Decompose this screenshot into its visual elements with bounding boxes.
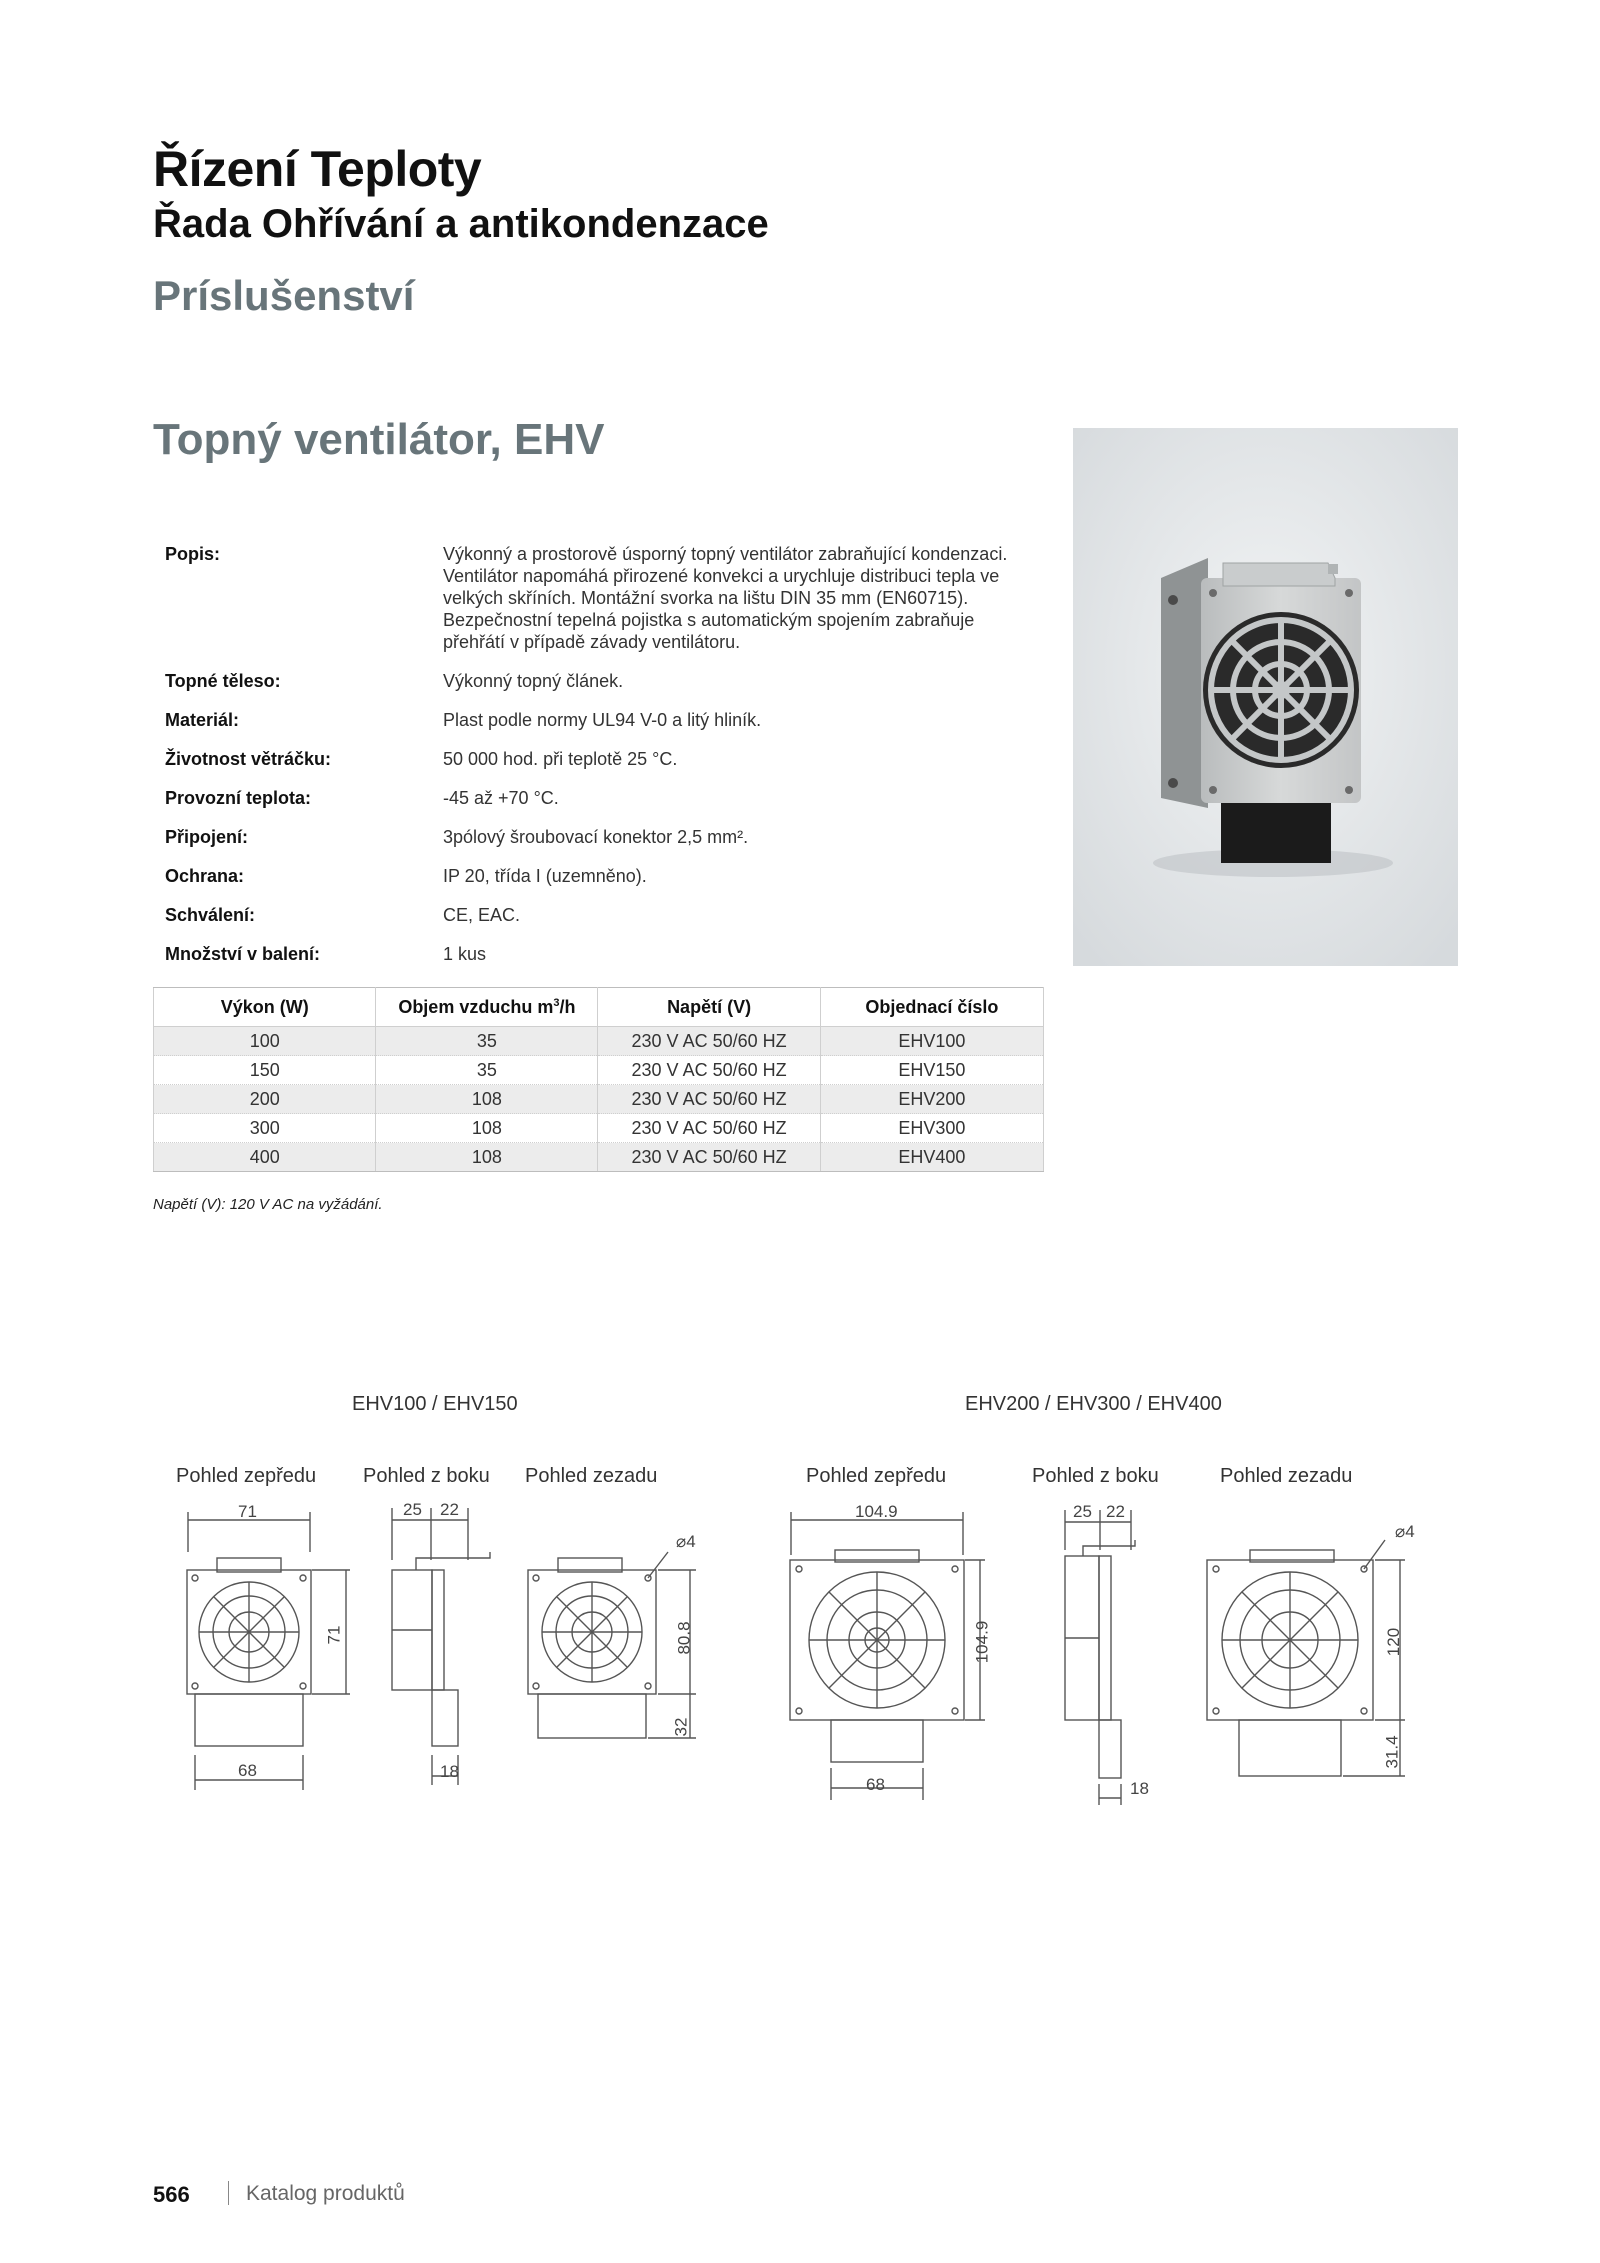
table-row [154, 1056, 1044, 1085]
spec-value: Plast podle normy UL94 V-0 a litý hliník. [443, 710, 762, 730]
view-label-rear: Pohled zezadu [1220, 1465, 1353, 1487]
column-header: Objem vzduchu $m^3/h$ [376, 988, 598, 1027]
dim-rear-height: 80.8 [674, 1621, 694, 1655]
spec-row-fan-life [153, 748, 1043, 770]
view-label-front: Pohled zepředu [176, 1465, 317, 1487]
table-cell: 35 [376, 1056, 598, 1085]
product-photo [1073, 428, 1458, 966]
dim-front-width: 71 [238, 1502, 257, 1521]
table-cell: 230 V AC 50/60 HZ [598, 1085, 820, 1114]
spec-value: Výkonný topný článek. [443, 671, 624, 691]
product-title: Topný ventilátor, EHV [153, 415, 605, 464]
column-header: Napětí (V) [598, 988, 820, 1027]
table-header-row [154, 988, 1044, 1027]
dim-base-width: 68 [866, 1775, 885, 1794]
footer-divider [228, 2181, 229, 2205]
spec-row-operating-temp [153, 787, 1043, 809]
spec-label: Popis: [165, 544, 221, 564]
spec-label: Provozní teplota: [165, 788, 312, 808]
table-row [154, 1114, 1044, 1143]
spec-row-heating-element [153, 670, 1043, 692]
table-cell: 230 V AC 50/60 HZ [598, 1056, 820, 1085]
column-header: Objednací číslo [820, 988, 1043, 1027]
drawing-left [150, 1500, 720, 1810]
drawing-right [775, 1500, 1435, 1820]
dim-rear-hole: ⌀4 [1395, 1522, 1415, 1541]
spec-label: Materiál: [165, 710, 240, 730]
view-label-rear: Pohled zezadu [525, 1465, 658, 1487]
view-label-side: Pohled z boku [363, 1465, 490, 1487]
table-cell: EHV100 [820, 1027, 1043, 1056]
drawing-title-left: EHV100 / EHV150 [352, 1393, 518, 1415]
page-title: Řízení Teploty [153, 141, 482, 197]
dim-rear-height: 120 [1384, 1627, 1404, 1657]
dim-side-b: 22 [1106, 1502, 1125, 1521]
dim-rear-base: 32 [671, 1717, 691, 1737]
dim-rear-hole: ⌀4 [676, 1532, 696, 1551]
spec-label: Topné těleso: [165, 671, 281, 691]
footnote: Napětí (V): 120 V AC na vyžádání. [153, 1196, 383, 1213]
dim-front-height: 71 [324, 1625, 344, 1645]
table-cell: 100 [154, 1027, 376, 1056]
spec-value: 3pólový šroubovací konektor 2,5 mm². [443, 827, 749, 847]
view-label-side: Pohled z boku [1032, 1465, 1159, 1487]
page-number: 566 [153, 2182, 190, 2207]
table-cell: 35 [376, 1027, 598, 1056]
spec-row-description [153, 543, 1043, 653]
spec-value: IP 20, třída I (uzemněno). [443, 866, 647, 886]
spec-value: Výkonný a prostorově úsporný topný ventilátor zabraňující kondenzaci. Ventilátor napomáhá přirozené konvekci a urychluje distribuci tepla ve velkých skříních. Montážní svorka na lištu DIN 35 mm (EN60715). Bezpečnostní tepelná pojistka s automatickým spojením zabraňuje přehřátí v případě závady ventilátoru. [443, 544, 1008, 652]
spec-row-quantity [153, 943, 1043, 965]
dim-front-width: 104.9 [855, 1502, 898, 1521]
table-cell: 300 [154, 1114, 376, 1143]
section-title: Príslušenství [153, 272, 415, 319]
dim-side-bottom: 18 [1130, 1779, 1149, 1798]
table-cell: 108 [376, 1114, 598, 1143]
table-cell: 200 [154, 1085, 376, 1114]
variants-table [153, 987, 1044, 1172]
spec-label: Schválení: [165, 905, 256, 925]
table-cell: EHV200 [820, 1085, 1043, 1114]
table-cell: EHV400 [820, 1143, 1043, 1172]
spec-label: Ochrana: [165, 866, 245, 886]
column-header: Výkon (W) [154, 988, 376, 1027]
spec-label: Životnost větráčku: [165, 749, 332, 769]
table-cell: 230 V AC 50/60 HZ [598, 1114, 820, 1143]
dim-side-bottom: 18 [440, 1762, 459, 1781]
spec-row-protection [153, 865, 1043, 887]
table-cell: EHV150 [820, 1056, 1043, 1085]
table-cell: 150 [154, 1056, 376, 1085]
spec-value: 1 kus [443, 944, 487, 964]
dim-side-b: 22 [440, 1500, 459, 1519]
table-cell: 230 V AC 50/60 HZ [598, 1027, 820, 1056]
table-cell: 230 V AC 50/60 HZ [598, 1143, 820, 1172]
view-label-front: Pohled zepředu [806, 1465, 947, 1487]
dim-rear-base: 31.4 [1382, 1735, 1402, 1769]
spec-list [153, 543, 1043, 982]
table-cell: 108 [376, 1085, 598, 1114]
dim-side-a: 25 [1073, 1502, 1092, 1521]
drawing-title-right: EHV200 / EHV300 / EHV400 [965, 1393, 1222, 1415]
spec-label: Připojení: [165, 827, 249, 847]
table-cell: 108 [376, 1143, 598, 1172]
table-row [154, 1085, 1044, 1114]
spec-value: CE, EAC. [443, 905, 521, 925]
dim-base-width: 68 [238, 1761, 257, 1780]
spec-value: -45 až +70 °C. [443, 788, 559, 808]
table-row [154, 1027, 1044, 1056]
spec-label: Množství v balení: [165, 944, 321, 964]
dim-side-a: 25 [403, 1500, 422, 1519]
spec-row-material [153, 709, 1043, 731]
catalog-name: Katalog produktů [246, 2182, 405, 2205]
table-cell: EHV300 [820, 1114, 1043, 1143]
dim-front-height: 104.9 [972, 1620, 992, 1664]
table-cell: 400 [154, 1143, 376, 1172]
table-row [154, 1143, 1044, 1172]
spec-value: 50 000 hod. při teplotě 25 °C. [443, 749, 678, 769]
spec-row-approval [153, 904, 1043, 926]
series-title: Řada Ohřívání a antikondenzace [153, 202, 769, 246]
spec-row-connection [153, 826, 1043, 848]
